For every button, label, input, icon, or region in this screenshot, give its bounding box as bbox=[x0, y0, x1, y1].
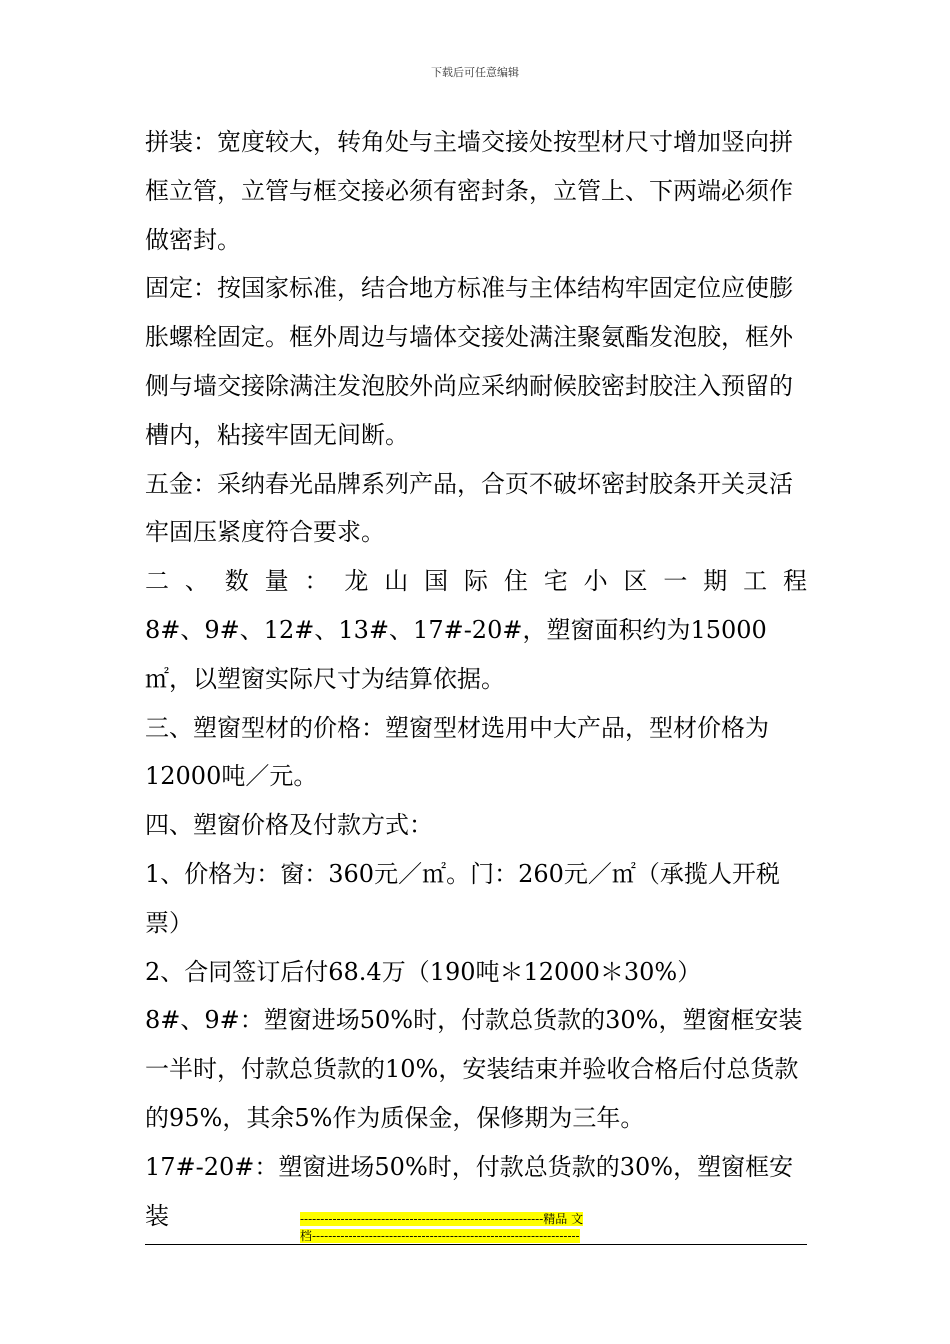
paragraph-assembly: 拼装：宽度较大，转角处与主墙交接处按型材尺寸增加竖向拼框立管，立管与框交接必须有密封条，立管上、下两端必须作做密封。 bbox=[145, 128, 793, 254]
paragraph-price: 1、价格为：窗：360元／㎡。门：260元／㎡（承揽人开税票） bbox=[145, 859, 780, 937]
paragraph-payment-8-9: 8#、9#：塑窗进场50%时，付款总货款的30%，塑窗框安装一半时，付款总货款的10%，安装结束并验收合格后付总货款的95%，其余5%作为质保金，保修期为三年。 bbox=[145, 1006, 803, 1132]
document-body bbox=[145, 118, 807, 1240]
section-payment-heading: 四、塑窗价格及付款方式： bbox=[145, 811, 433, 840]
paragraph-fixing: 固定：按国家标准，结合地方标准与主体结构牢固定位应使膨胀螺栓固定。框外周边与墙体交接处满注聚氨酯发泡胶，框外侧与墙交接除满注发泡胶外尚应采纳耐候胶密封胶注入预留的槽内，粘接牢固无间断。 bbox=[145, 274, 793, 449]
footer-rule bbox=[145, 1244, 807, 1245]
page-header: 下载后可任意编辑 bbox=[431, 66, 519, 79]
paragraph-advance-payment: 2、合同签订后付68.4万（190吨＊12000＊30%） bbox=[145, 957, 702, 986]
page-footer bbox=[300, 1211, 652, 1245]
footer-line-2: 档------------------------------------------------------------------ bbox=[300, 1229, 580, 1243]
paragraph-payment-17-20: 17#-20#：塑窗进场50%时，付款总货款的30%，塑窗框安装 bbox=[145, 1152, 794, 1230]
footer-line-1: ------------------------------------------------------------精品 文 bbox=[300, 1212, 584, 1226]
paragraph-hardware: 五金：采纳春光品牌系列产品，合页不破坏密封胶条开关灵活牢固压紧度符合要求。 bbox=[145, 469, 793, 547]
section-quantity-heading: 二、数量：龙山国际住宅小区一期工程 bbox=[145, 567, 807, 596]
paragraph-profile-price: 三、塑窗型材的价格：塑窗型材选用中大产品，型材价格为12000吨／元。 bbox=[145, 713, 769, 791]
paragraph-quantity: 8#、9#、12#、13#、17#-20#，塑窗面积约为15000㎡，以塑窗实际尺寸为结算依据。 bbox=[145, 615, 767, 693]
